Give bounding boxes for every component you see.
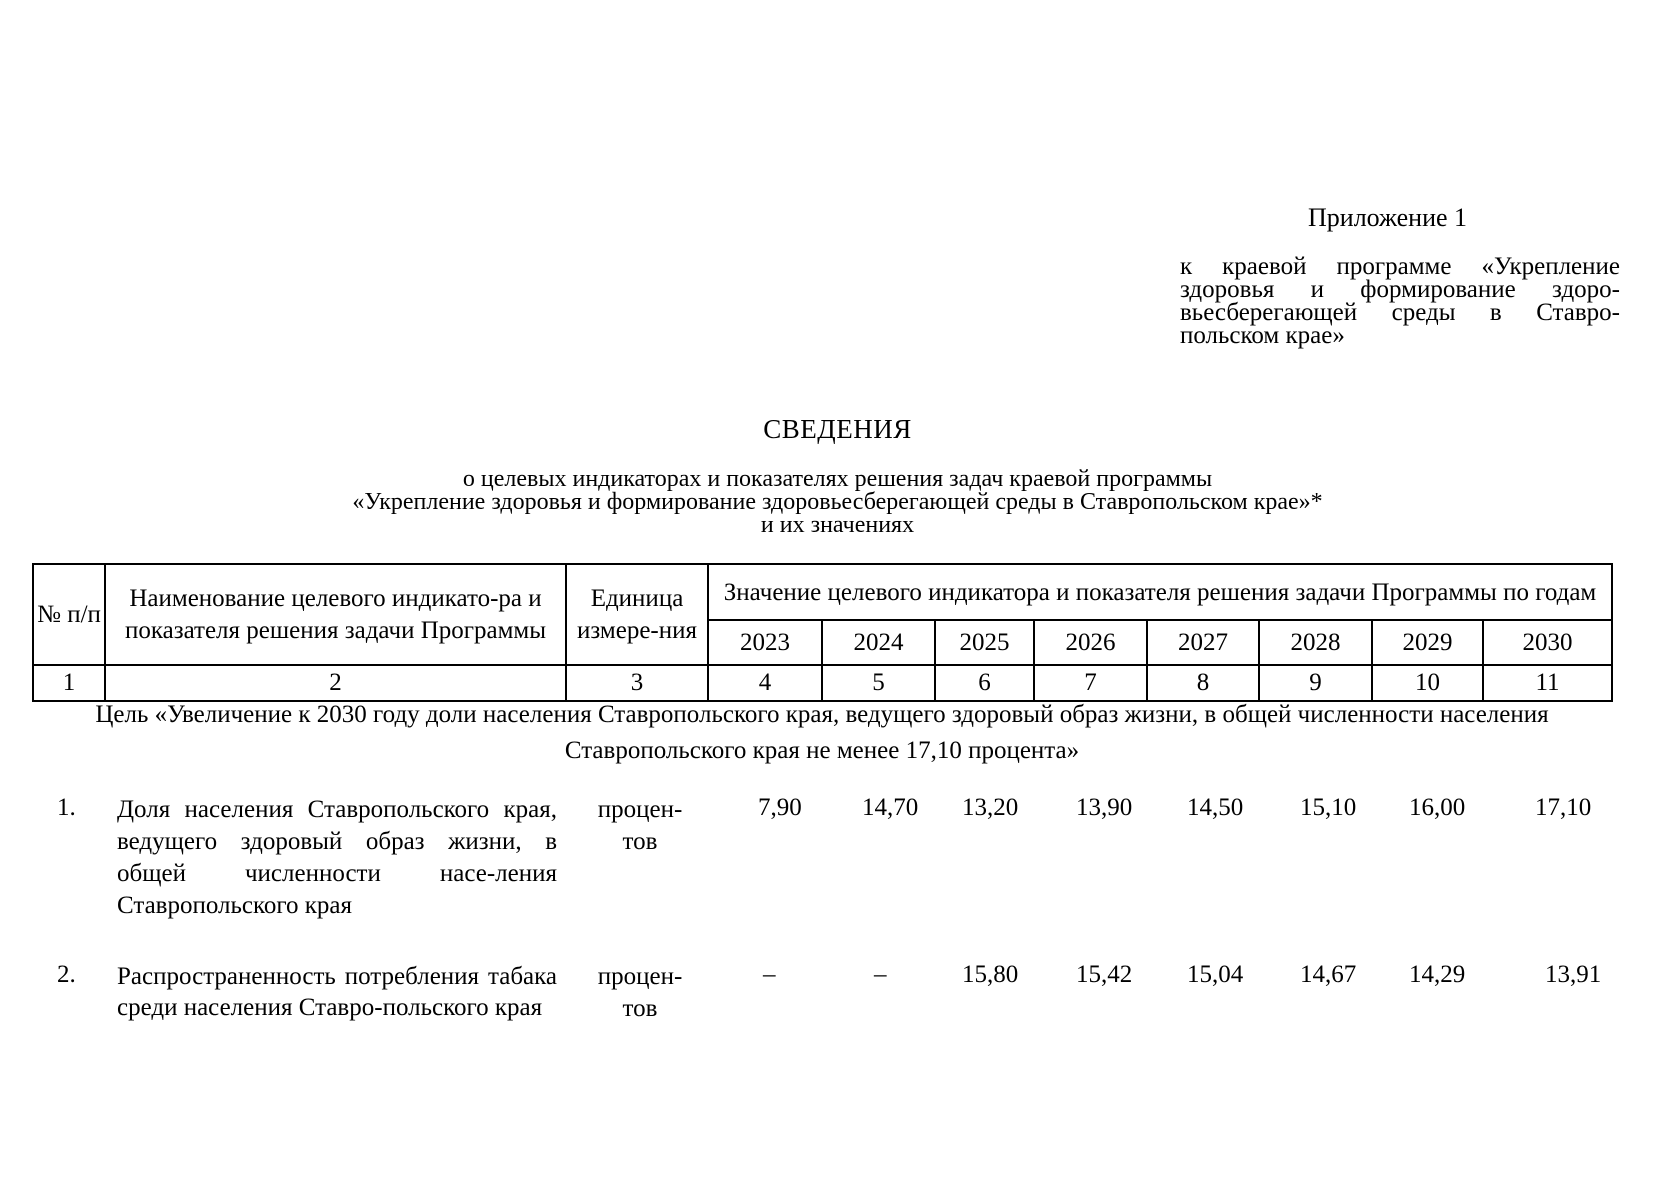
row-number: 1. xyxy=(57,794,76,821)
column-number: 10 xyxy=(1372,665,1483,701)
value-2028: 15,10 xyxy=(1300,794,1357,821)
column-number: 1 xyxy=(33,665,105,701)
year-cell: 2023 xyxy=(708,620,822,665)
value-2029: 14,29 xyxy=(1409,961,1466,988)
value-2030: 17,10 xyxy=(1535,794,1592,821)
value-2024: – xyxy=(874,961,887,988)
row-number: 2. xyxy=(57,961,76,988)
year-cell: 2024 xyxy=(822,620,935,665)
header-row xyxy=(33,564,1612,620)
column-number: 4 xyxy=(708,665,822,701)
annex-text: к краевой программе «Укрепление здоровья и формирование здоро-вьесберегающей среды в Ставро-польском крае» xyxy=(1180,253,1620,349)
document-subtitle-line-1: о целевых индикаторах и показателях решения задач краевой программы xyxy=(462,466,1213,492)
value-2024: 14,70 xyxy=(862,794,919,821)
column-numbers-row xyxy=(33,665,1612,701)
document-subtitle-line-3: и их значениях xyxy=(760,512,915,538)
indicator-unit: процен-тов xyxy=(597,963,683,1022)
column-number: 3 xyxy=(566,665,708,701)
column-number: 11 xyxy=(1483,665,1612,701)
column-number: 7 xyxy=(1034,665,1147,701)
header-col-unit: Единица измере-ния xyxy=(566,564,708,665)
value-2029: 16,00 xyxy=(1409,794,1466,821)
indicator-name: Доля населения Ставропольского края, ведущего здоровый образ жизни, в общей численности насе-ления Ставропольского края xyxy=(117,796,557,919)
value-2027: 15,04 xyxy=(1187,961,1244,988)
goal-text: Цель «Увеличение к 2030 году доли населения Ставропольского края, ведущего здоровый образ жизни, в общей численности населения Ставропольского края не менее 17,10 процента» xyxy=(95,701,1549,764)
column-number: 6 xyxy=(935,665,1034,701)
value-2023: 7,90 xyxy=(758,794,802,821)
value-2025: 13,20 xyxy=(962,794,1019,821)
year-cell: 2030 xyxy=(1483,620,1612,665)
column-number: 8 xyxy=(1147,665,1259,701)
value-2026: 13,90 xyxy=(1076,794,1133,821)
document-subtitle-line-2: «Укрепление здоровья и формирование здоровьесберегающей среды в Ставропольском крае»* xyxy=(352,489,1323,515)
year-cell: 2027 xyxy=(1147,620,1259,665)
value-2028: 14,67 xyxy=(1300,961,1357,988)
document-title: СВЕДЕНИЯ xyxy=(763,414,912,444)
column-number: 2 xyxy=(105,665,566,701)
header-col-name: Наименование целевого индикато-ра и показателя решения задачи Программы xyxy=(105,564,566,665)
year-cell: 2026 xyxy=(1034,620,1147,665)
header-col-no: № п/п xyxy=(33,564,105,665)
header-col-values: Значение целевого индикатора и показателя решения задачи Программы по годам xyxy=(708,564,1612,620)
value-2027: 14,50 xyxy=(1187,794,1244,821)
indicators-header-table xyxy=(32,563,1613,702)
indicator-name: Распространенность потребления табака среди населения Ставро-польского края xyxy=(117,963,557,1021)
value-2025: 15,80 xyxy=(962,961,1019,988)
year-cell: 2029 xyxy=(1372,620,1483,665)
year-cell: 2025 xyxy=(935,620,1034,665)
value-2026: 15,42 xyxy=(1076,961,1133,988)
column-number: 9 xyxy=(1259,665,1372,701)
column-number: 5 xyxy=(822,665,935,701)
year-cell: 2028 xyxy=(1259,620,1372,665)
value-2030: 13,91 xyxy=(1545,961,1602,988)
annex-title: Приложение 1 xyxy=(1308,203,1468,232)
indicator-unit: процен-тов xyxy=(597,796,683,855)
value-2023: – xyxy=(763,961,776,988)
